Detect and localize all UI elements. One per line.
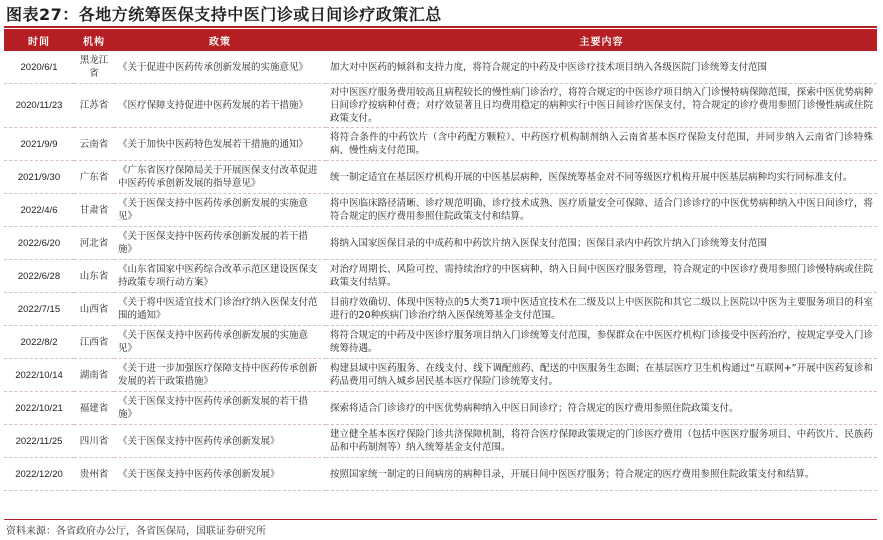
row-policy: 《关于将中医适宜技术门诊治疗纳入医保支付范围的通知》 (114, 293, 326, 326)
row-org: 四川省 (74, 425, 114, 458)
table-row (4, 293, 877, 326)
table-row (4, 458, 877, 491)
table-row (4, 227, 877, 260)
row-content: 按照国家统一制定的日间病房的病种目录，开展日间中医医疗服务；符合规定的医疗费用参照住院政策支付和结算。 (326, 458, 877, 491)
row-content: 加大对中医药的倾斜和支持力度，将符合规定的中药及中医诊疗技术项目纳入各级医院门诊统筹支付范围 (326, 51, 877, 84)
source-note: 资料来源：各省政府办公厅，各省医保局，国联证券研究所 (6, 526, 266, 537)
row-date: 2022/12/20 (4, 458, 74, 491)
policy-table (4, 29, 877, 491)
row-org: 江苏省 (74, 84, 114, 128)
row-policy: 《关于加快中医药特色发展若干措施的通知》 (114, 128, 326, 161)
row-date: 2021/9/9 (4, 128, 74, 161)
table-row (4, 128, 877, 161)
table-row (4, 392, 877, 425)
row-content: 目前疗效确切、体现中医特点的5大类71项中医适宜技术在二级及以上中医医院和其它二级以上医院以中医为主要服务项目的科室进行的20种疾病门诊治疗纳入医保统筹基金支付范围。 (326, 293, 877, 326)
row-content: 探索将适合门诊诊疗的中医优势病种纳入中医日间诊疗；符合规定的医疗费用参照住院政策支付。 (326, 392, 877, 425)
row-org: 甘肃省 (74, 194, 114, 227)
row-policy: 《关于医保支持中医药传承创新发展》 (114, 458, 326, 491)
row-org: 贵州省 (74, 458, 114, 491)
row-policy: 《广东省医疗保障局关于开展医保支付改革促进中医药传承创新发展的指导意见》 (114, 161, 326, 194)
row-date: 2022/10/21 (4, 392, 74, 425)
row-date: 2020/6/1 (4, 51, 74, 84)
row-policy: 《关于医保支持中医药传承创新发展的若干措施》 (114, 392, 326, 425)
table-row (4, 51, 877, 84)
row-org: 山西省 (74, 293, 114, 326)
table-row (4, 161, 877, 194)
row-content: 将纳入国家医保目录的中成药和中药饮片纳入医保支付范围；医保目录内中药饮片纳入门诊统筹支付范围 (326, 227, 877, 260)
row-org: 云南省 (74, 128, 114, 161)
row-content: 将符合规定的中药及中医诊疗服务项目纳入门诊统筹支付范围，参保群众在中医医疗机构门诊接受中医药治疗，按规定享受入门诊统筹待遇。 (326, 326, 877, 359)
row-content: 统一制定适宜在基层医疗机构开展的中医基层病种，医保统筹基金对不同等级医疗机构开展中医基层病种均实行同标准支付。 (326, 161, 877, 194)
row-content: 对中医医疗服务费用较高且病程较长的慢性病门诊治疗，将符合规定的中医诊疗项目纳入门诊慢特病保障范围，探索中医优势病种日间诊疗按病种付费；对疗效显著且日均费用稳定的病种实行中医日间诊疗医保支付，符合规定的诊疗费用参照门诊慢性病或住院政策支付。 (326, 84, 877, 128)
row-policy: 《关于医保支持中医药传承创新发展的若干措施》 (114, 227, 326, 260)
row-org: 湖南省 (74, 359, 114, 392)
row-org: 江西省 (74, 326, 114, 359)
row-date: 2022/11/25 (4, 425, 74, 458)
row-content: 构建县域中医药服务、在线支付、线下调配煎药、配送的中医服务生态圈；在基层医疗卫生机构通过“互联网+”开展中医药复诊和药品费用可纳入城乡居民基本医疗保险门诊统筹支付。 (326, 359, 877, 392)
row-date: 2020/11/23 (4, 84, 74, 128)
row-content: 将中医临床路径清晰、诊疗规范明确、诊疗技术成熟、医疗质量安全可保障、适合门诊诊疗的中医优势病种纳入中医日间诊疗，将符合规定的医疗费用参照住院政策支付和结算。 (326, 194, 877, 227)
header-org: 机构 (74, 29, 114, 51)
row-content: 对治疗周期长、风险可控、需持续治疗的中医病种，纳入日间中医医疗服务管理，符合规定的中医诊疗费用参照门诊慢特病或住院政策支付结算。 (326, 260, 877, 293)
table-row (4, 84, 877, 128)
row-content: 将符合条件的中药饮片（含中药配方颗粒）、中药医疗机构制剂纳入云南省基本医疗保险支付范围，并同步纳入云南省门诊特殊病、慢性病支付范围。 (326, 128, 877, 161)
row-date: 2022/6/20 (4, 227, 74, 260)
row-org: 黑龙江省 (74, 51, 114, 84)
table-row (4, 359, 877, 392)
row-date: 2022/4/6 (4, 194, 74, 227)
row-date: 2022/6/28 (4, 260, 74, 293)
row-org: 山东省 (74, 260, 114, 293)
table-header-row (4, 29, 877, 51)
header-date: 时间 (4, 29, 74, 51)
bottom-divider (4, 519, 877, 520)
row-date: 2022/7/15 (4, 293, 74, 326)
table-row (4, 260, 877, 293)
row-policy: 《关于进一步加强医疗保障支持中医药传承创新发展的若干政策措施》 (114, 359, 326, 392)
row-content: 建立健全基本医疗保险门诊共济保障机制，将符合医疗保障政策规定的门诊医疗费用（包括中医医疗服务项目、中药饮片、民族药品和中药制剂等）纳入统筹基金支付范围。 (326, 425, 877, 458)
row-policy: 《关于医保支持中医药传承创新发展》 (114, 425, 326, 458)
row-date: 2021/9/30 (4, 161, 74, 194)
row-policy: 《医疗保障支持促进中医药发展的若干措施》 (114, 84, 326, 128)
row-org: 福建省 (74, 392, 114, 425)
row-policy: 《关于医保支持中医药传承创新发展的实施意见》 (114, 326, 326, 359)
row-policy: 《关于医保支持中医药传承创新发展的实施意见》 (114, 194, 326, 227)
row-org: 河北省 (74, 227, 114, 260)
table-row (4, 326, 877, 359)
row-date: 2022/8/2 (4, 326, 74, 359)
table-row (4, 194, 877, 227)
title-divider (4, 26, 877, 28)
row-date: 2022/10/14 (4, 359, 74, 392)
header-content: 主要内容 (326, 29, 877, 51)
figure-title: 图表27：各地方统筹医保支持中医门诊或日间诊疗政策汇总 (6, 5, 442, 24)
row-policy: 《关于促进中医药传承创新发展的实施意见》 (114, 51, 326, 84)
row-policy: 《山东省国家中医药综合改革示范区建设医保支持政策专项行动方案》 (114, 260, 326, 293)
header-policy: 政策 (114, 29, 326, 51)
table-row (4, 425, 877, 458)
row-org: 广东省 (74, 161, 114, 194)
